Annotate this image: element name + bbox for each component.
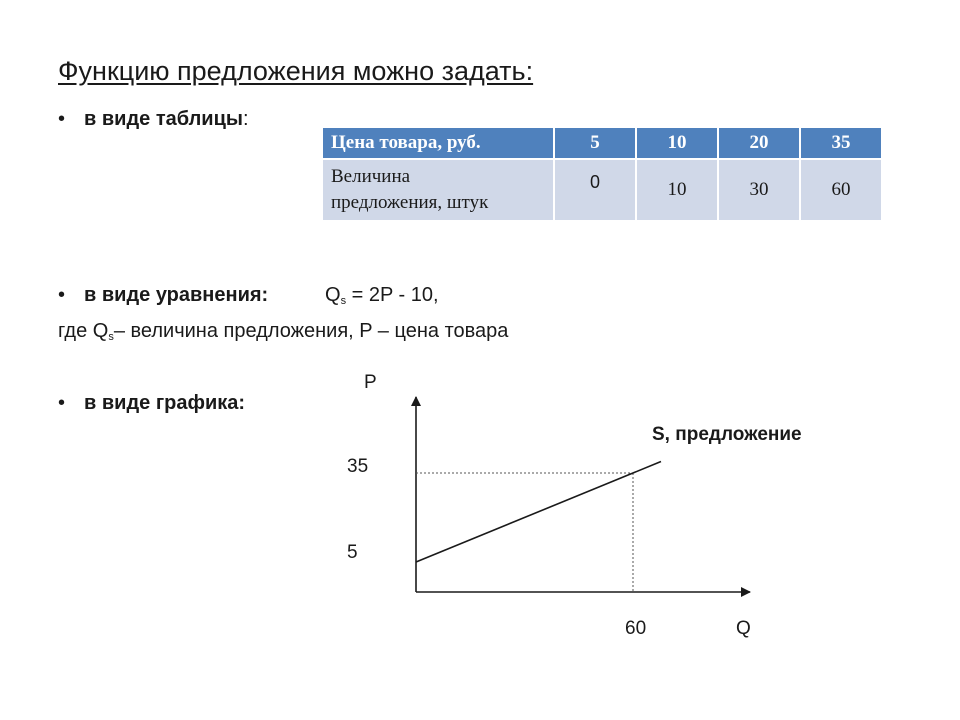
bullet-graph-label: в виде графика: [84,392,246,414]
bullet-table-label: в виде таблицы [84,108,243,130]
table-quantity-cell: 10 [636,159,718,220]
bullet-dot: • [58,108,66,130]
page-title: Функцию предложения можно задать: [58,56,534,86]
table-price-cell: 35 [800,128,881,159]
table-row-label-line1: Величина [331,166,411,187]
supply-curve-label: S, предложение [652,424,802,445]
where-prefix: где Q [58,320,109,342]
table-row-label-line2: предложения, штук [331,192,489,213]
x-axis-label: Q [736,618,751,639]
bullet-equation-label: в виде уравнения: [84,284,269,306]
where-rest: – величина предложения, P – цена товара [113,320,509,342]
equation-lhs: Q [325,284,341,306]
table-quantity-value: 0 [589,172,600,192]
table-header-label: Цена товара, руб. [323,128,554,159]
bullet-table-colon: : [242,108,249,130]
bullet-dot: • [58,392,66,414]
supply-curve [416,462,661,562]
y-tick-label: 5 [347,542,358,563]
y-axis-label: P [364,372,377,393]
bullet-dot: • [58,284,66,306]
x-tick-label: 60 [625,618,647,639]
table-quantity-cell: 30 [718,159,800,220]
equation-sub: s [340,295,347,307]
table-quantity-cell: 60 [800,159,881,220]
table-price-cell: 10 [636,128,718,159]
where-sub: s [108,331,114,343]
table-price-cell: 5 [554,128,636,159]
table-price-cell: 20 [718,128,800,159]
y-tick-label: 35 [347,456,369,477]
equation-rhs: = 2P - 10, [346,284,439,306]
